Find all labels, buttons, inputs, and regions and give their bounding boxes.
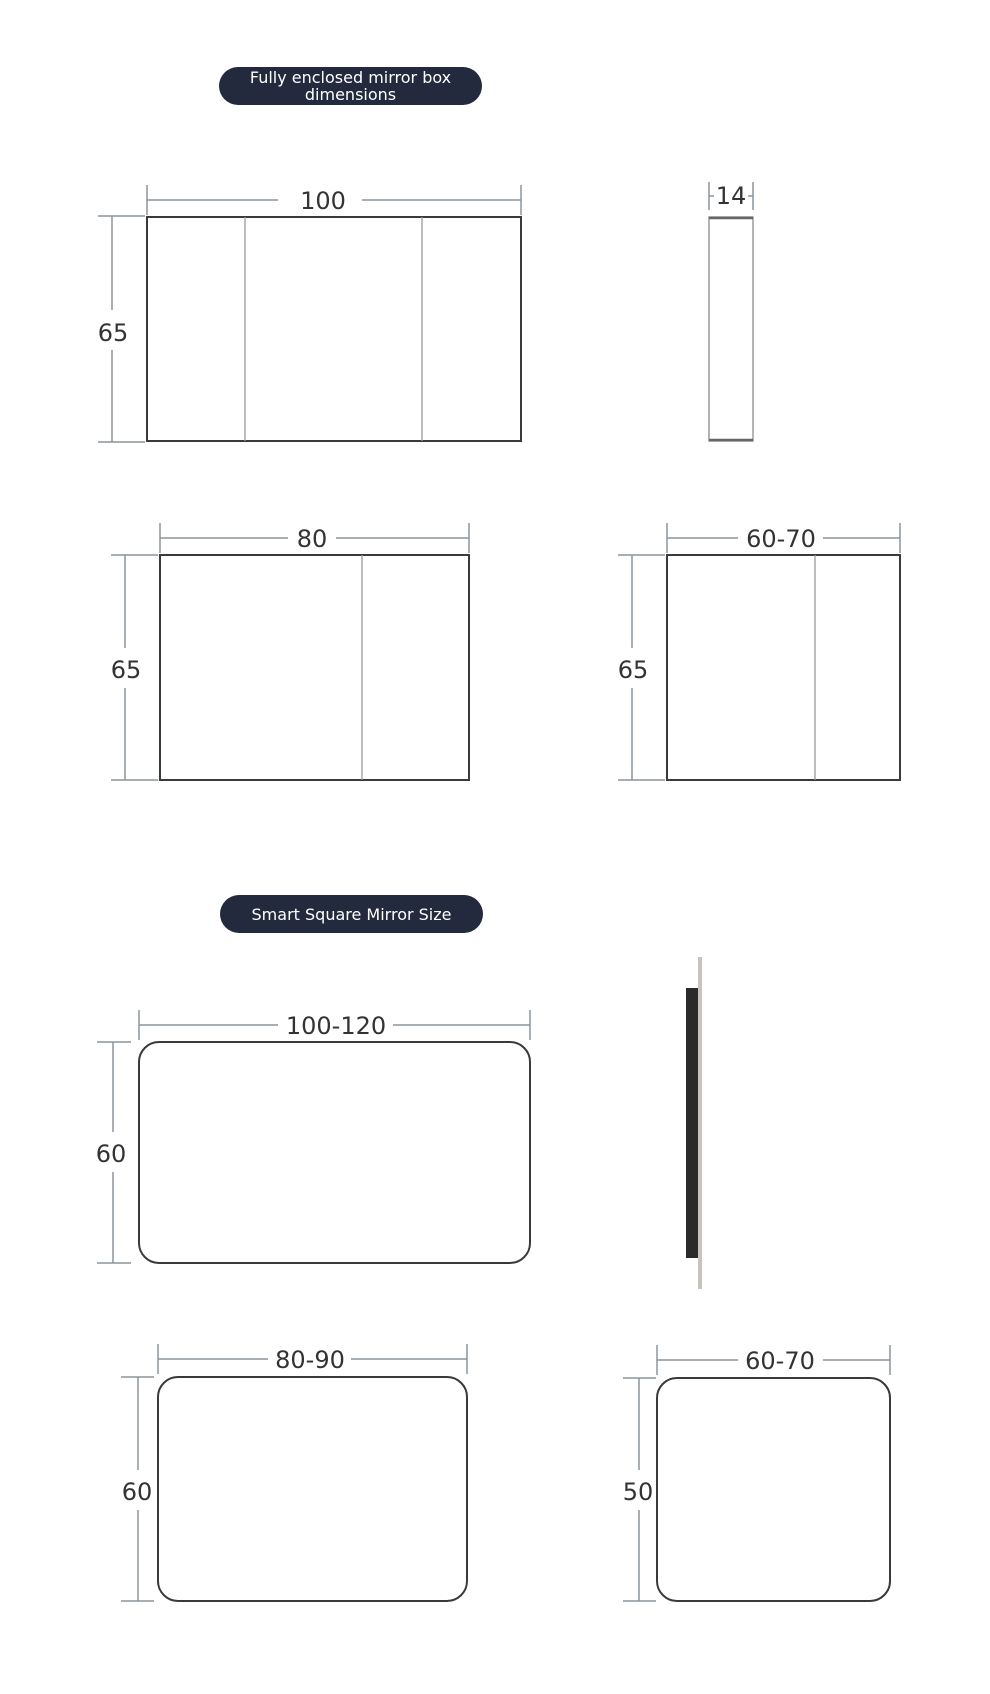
mirror-side-back-panel [686, 988, 698, 1258]
cabinet-side-outline [709, 217, 753, 441]
cabinet-80-width-label: 80 [296, 525, 328, 553]
mirror-100-120-front [139, 1042, 530, 1263]
cabinet-depth-label: 14 [715, 182, 747, 210]
mirror-80-90-front [158, 1377, 467, 1601]
cabinet-80-front [160, 555, 469, 780]
mirror-80-90-height-dimension [121, 1377, 154, 1601]
cabinet-100-height-dimension [98, 216, 145, 442]
mirror-100-120-width-label: 100-120 [285, 1012, 387, 1040]
cabinet-side-view [709, 217, 753, 441]
mirror-60-70-height-dimension [623, 1378, 656, 1601]
mirror-60-70-front [657, 1378, 890, 1601]
cabinet-100-outline [147, 217, 521, 441]
cabinet-80-height-dimension [111, 555, 158, 780]
mirror-side-view [686, 957, 702, 1289]
mirror-80-90-height-label: 60 [121, 1478, 153, 1506]
cabinet-60-70-front [667, 555, 900, 780]
mirror-100-120-width-dimension [139, 1010, 530, 1040]
mirror-60-70-height-label: 50 [622, 1478, 654, 1506]
section-title-smart-mirror-text: Smart Square Mirror Size [251, 904, 452, 924]
mirror-60-70-outline [657, 1378, 890, 1601]
cabinet-80-height-label: 65 [110, 656, 142, 684]
cabinet-80-width-dimension [160, 523, 469, 553]
cabinet-depth-dimension [709, 182, 753, 210]
cabinet-100-front [147, 217, 521, 441]
cabinet-100-width-label: 100 [300, 187, 346, 215]
cabinet-80-outline [160, 555, 469, 780]
mirror-60-70-width-label: 60-70 [745, 1347, 815, 1375]
mirror-80-90-width-dimension [158, 1344, 467, 1374]
mirror-100-120-outline [139, 1042, 530, 1263]
cabinet-60-70-width-dimension [667, 523, 900, 553]
cabinet-60-70-outline [667, 555, 900, 780]
mirror-60-70-width-dimension [657, 1345, 890, 1375]
mirror-80-90-width-label: 80-90 [275, 1346, 345, 1374]
cabinet-60-70-height-dimension [618, 555, 665, 780]
cabinet-60-70-height-label: 65 [617, 656, 649, 684]
section-title-mirror-box-text: Fully enclosed mirror box dimensions [249, 68, 452, 104]
cabinet-100-height-label: 65 [97, 319, 129, 347]
mirror-100-120-height-label: 60 [95, 1140, 127, 1168]
cabinet-60-70-width-label: 60-70 [746, 525, 816, 553]
mirror-100-120-height-dimension [96, 1042, 131, 1263]
mirror-80-90-outline [158, 1377, 467, 1601]
cabinet-100-width-dimension [147, 185, 521, 215]
mirror-side-glass [698, 957, 702, 1289]
